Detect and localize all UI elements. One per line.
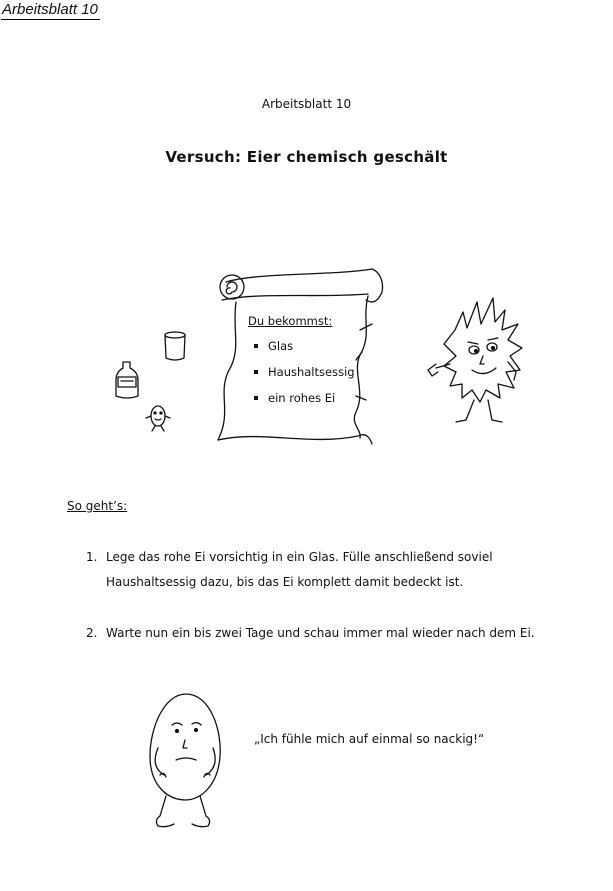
glass-illustration <box>165 332 185 360</box>
materials-box <box>248 314 378 416</box>
step-text: Lege das rohe Ei vorsichtig in ein Glas. Fülle anschließend soviel Haushaltsessig dazu, bis das Ei komplett damit bedeckt ist. <box>106 550 493 589</box>
page-title: Versuch: Eier chemisch geschält <box>165 148 448 166</box>
steps-list <box>86 545 586 646</box>
list-item: Glas <box>248 338 378 364</box>
step-1 <box>86 545 586 595</box>
small-egg-illustration <box>146 406 170 431</box>
step-2 <box>86 621 586 646</box>
step-number: 2. <box>86 626 98 640</box>
materials-heading: Du bekommst: <box>248 314 333 328</box>
step-text: Warte nun ein bis zwei Tage und schau immer mal wieder nach dem Ei. <box>106 626 535 640</box>
egg-character-illustration <box>150 694 220 827</box>
materials-list <box>248 338 378 416</box>
egg-quote: „Ich fühle mich auf einmal so nackig!“ <box>254 732 485 746</box>
sheet-label: Arbeitsblatt 10 <box>261 97 352 111</box>
list-item: Haushaltsessig <box>248 364 378 390</box>
spiky-character-illustration <box>428 298 522 422</box>
corner-sheet-label: Arbeitsblatt 10 <box>2 1 98 18</box>
step-number: 1. <box>86 550 98 564</box>
bottle-illustration <box>116 362 138 398</box>
list-item: ein rohes Ei <box>248 390 378 416</box>
howto-heading: So geht’s: <box>67 499 128 513</box>
